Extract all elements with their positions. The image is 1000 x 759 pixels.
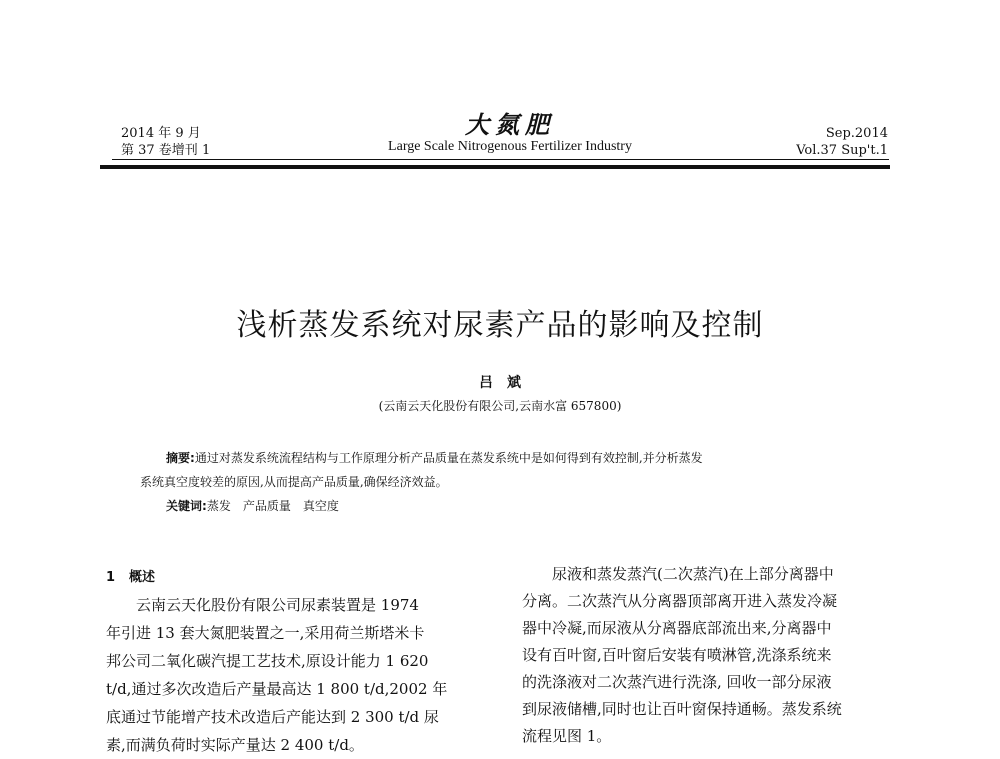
body-line: 的洗涤液对二次蒸汽进行洗涤, 回收一部分尿液	[522, 673, 832, 691]
body-line: 设有百叶窗,百叶窗后安装有喷淋管,洗涤系统来	[522, 646, 832, 664]
header-rule-thick	[100, 165, 890, 169]
abstract-label: 摘要:	[166, 451, 195, 465]
keywords-label: 关键词:	[166, 499, 207, 513]
journal-english-name: Large Scale Nitrogenous Fertilizer Industry	[388, 139, 632, 154]
keyword: 蒸发	[206, 499, 231, 513]
journal-masthead	[300, 112, 720, 155]
keyword: 真空度	[302, 499, 339, 513]
author-name: 吕斌	[479, 375, 535, 391]
journal-logo: 大氮肥	[465, 110, 555, 139]
article-title: 浅析蒸发系统对尿素产品的影响及控制	[236, 308, 764, 343]
header-rule-thin	[112, 159, 889, 160]
body-line: 到尿液储槽,同时也让百叶窗保持通畅。蒸发系统	[522, 700, 842, 718]
section-title: 概述	[129, 570, 156, 585]
keyword: 产品质量	[242, 499, 291, 513]
abstract-text-2: 系统真空度较差的原因,从而提高产品质量,确保经济效益。	[140, 475, 448, 489]
body-line: 云南云天化股份有限公司尿素装置是 1974	[136, 596, 419, 614]
issue-volume: 第 37 卷增刊 1	[121, 143, 211, 158]
header-right	[796, 125, 888, 159]
header-left	[121, 125, 210, 159]
body-line: t/d,通过多次改造后产量最高达 1 800 t/d,2002 年	[106, 680, 448, 698]
body-column-left	[106, 567, 486, 759]
author-affiliation: (云南云天化股份有限公司,云南水富 657800)	[378, 399, 622, 413]
issue-volume-en: Vol.37 Sup't.1	[796, 143, 888, 158]
issue-date: 2014 年 9 月	[121, 126, 201, 141]
section-heading	[106, 567, 486, 589]
keywords	[140, 494, 876, 518]
body-line: 分离。二次蒸汽从分离器顶部离开进入蒸发冷凝	[522, 592, 838, 610]
body-line: 素,而满负荷时实际产量达 2 400 t/d。	[106, 736, 364, 754]
body-line: 尿液和蒸发蒸汽(二次蒸汽)在上部分离器中	[552, 565, 834, 583]
abstract-text-1: 通过对蒸发系统流程结构与工作原理分析产品质量在蒸发系统中是如何得到有效控制,并分析蒸发	[194, 451, 703, 465]
body-line: 流程见图 1。	[522, 727, 612, 745]
issue-date-en: Sep.2014	[825, 126, 888, 141]
body-column-right	[522, 561, 902, 750]
abstract	[140, 446, 876, 518]
body-line: 年引进 13 套大氮肥装置之一,采用荷兰斯塔米卡	[106, 624, 425, 642]
abstract-line	[140, 446, 876, 470]
body-line: 底通过节能增产技术改造后产能达到 2 300 t/d 尿	[106, 708, 439, 726]
body-line: 器中冷凝,而尿液从分离器底部流出来,分离器中	[522, 619, 832, 637]
body-line: 邦公司二氧化碳汽提工艺技术,原设计能力 1 620	[106, 652, 429, 670]
section-number: 1	[106, 570, 116, 585]
